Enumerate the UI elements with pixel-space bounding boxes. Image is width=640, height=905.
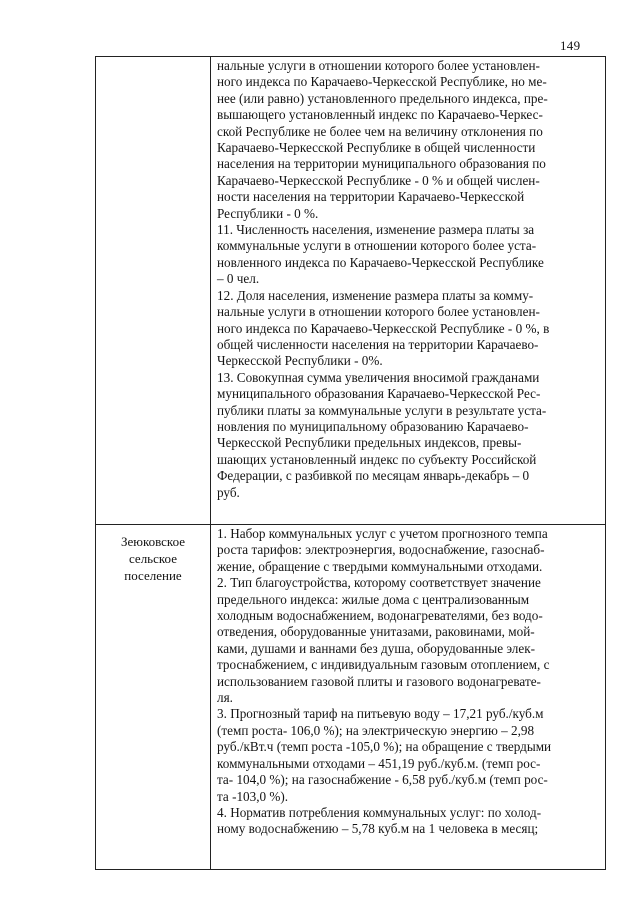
paragraph: 3. Прогнозный тариф на питьевую воду – 17,21 руб./куб.м (темп роста- 106,0 %); на электрическую энергию – 2,98 руб./кВт.ч (темп роста -105,0 %); на обращение с твердыми коммунальными отходами – 451,19 руб./куб.м. (темп рос- та- 104,0 %); на газоснабжение - 6,58 руб./куб.м (темп рос- та -103,0 %). <box>217 706 552 804</box>
paragraph: 4. Норматив потребления коммунальных услуг: по холод- ному водоснабжению – 5,78 куб.м на 1 человека в месяц; <box>217 804 542 837</box>
paragraph: 13. Совокупная сумма увеличения вносимой гражданами муниципального образования Карачаево-Черкесской Рес- публики платы за коммунальные услуги в результате уста- новления по муниципальному образованию Карачаево- Черкесской Республики предельных индексов, превы- шающих установленный индекс по субъекту Российской Федерации, с разбивкой по месяцам январь-декабрь – 0 руб. <box>217 369 547 500</box>
municipality-name: Зеюковское сельское поселение <box>120 534 186 583</box>
indicators-cell <box>211 57 606 525</box>
paragraph: 2. Тип благоустройства, которому соответствует значение предельного индекса: жилые дома с централизованным холодным водоснабжением, водонагревателями, без водо- отведения, оборудованные унитазами, раковинами, мой- ками, душами и ваннами без душа, оборудованные элек- троснабжением, с индивидуальным газовым отоплением, с использованием газовой плиты и газового водонагревате- ля. <box>217 575 550 706</box>
municipality-cell <box>96 525 211 870</box>
tariff-table <box>95 56 606 870</box>
paragraph: нальные услуги в отношении которого более установлен- ного индекса по Карачаево-Черкесской Республике, но ме- нее (или равно) установленного предельного индекса, пре- вышающего установленный индекс по Карачаево-Черкес- ской Республике не более чем на величину отклонения по Карачаево-Черкесской Республике в общей численности населения на территории муниципального образования по Карачаево-Черкесской Республике - 0 % и общей числен- ности населения на территории Карачаево-Черкесской Республики - 0 %. <box>217 58 548 221</box>
page-number: 149 <box>560 38 581 53</box>
paragraph: 12. Доля населения, изменение размера платы за комму- нальные услуги в отношении которого более установлен- ного индекса по Карачаево-Черкесской Республике - 0 %, в общей численности населения на территории Карачаево- Черкесской Республики - 0%. <box>217 287 550 369</box>
paragraph: 1. Набор коммунальных услуг с учетом прогнозного темпа роста тарифов: электроэнергия, водоснабжение, газоснаб- жение, обращение с твердыми коммунальными отходами. <box>217 526 548 574</box>
table-row <box>96 57 606 525</box>
table-row <box>96 525 606 870</box>
municipality-cell <box>96 57 211 525</box>
indicators-cell <box>211 525 606 870</box>
paragraph: 11. Численность населения, изменение размера платы за коммунальные услуги в отношении которого более уста- новленного индекса по Карачаево-Черкесской Республике – 0 чел. <box>217 222 544 287</box>
